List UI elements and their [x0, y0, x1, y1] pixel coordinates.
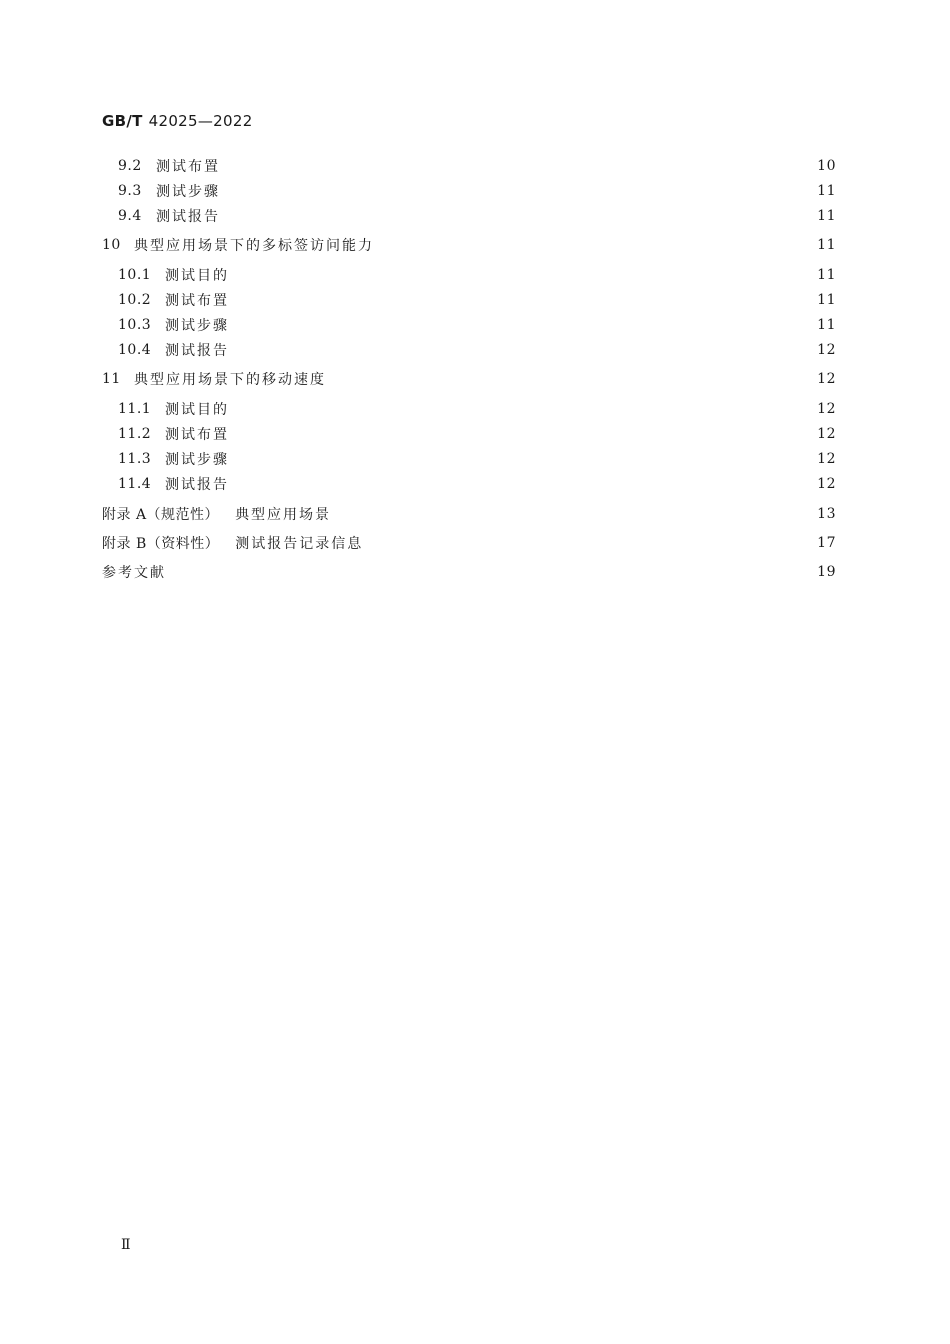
- toc-entry-title: 测试报告: [165, 343, 229, 359]
- toc-leader-dots: [233, 473, 808, 495]
- toc-entry-page: 12: [817, 401, 836, 417]
- toc-leader-dots: [233, 398, 808, 420]
- toc-entry-10-3[interactable]: [0, 314, 950, 336]
- standard-prefix: GB/T: [102, 112, 143, 130]
- toc-entry-title: 测试步骤: [165, 318, 229, 334]
- toc-entry-10-2[interactable]: [0, 289, 950, 311]
- toc-leader-dots: [233, 289, 808, 311]
- toc-entry-number: 附录 B（资料性）: [102, 536, 220, 552]
- toc-entry-number: 9.3: [118, 183, 142, 199]
- toc-entry-number: 10.3: [118, 317, 152, 333]
- toc-leader-dots: [170, 561, 808, 583]
- toc-entry-title: 测试报告记录信息: [235, 536, 364, 552]
- toc-leader-dots: [335, 503, 808, 525]
- toc-entry-references[interactable]: [0, 561, 950, 583]
- toc-entry-page: 11: [817, 267, 836, 283]
- toc-entry-title: 典型应用场景: [235, 507, 332, 523]
- toc-entry-11[interactable]: [0, 368, 950, 390]
- toc-entry-title: 测试报告: [156, 209, 220, 225]
- toc-entry-appendix-a[interactable]: [0, 503, 950, 525]
- toc-entry-title: 测试步骤: [156, 184, 220, 200]
- toc-entry-number: 11.2: [118, 426, 152, 442]
- toc-leader-dots: [233, 448, 808, 470]
- toc-leader-dots: [233, 264, 808, 286]
- toc-entry-11-1[interactable]: [0, 398, 950, 420]
- toc-entry-number: 9.2: [118, 158, 142, 174]
- toc-entry-number: 10.1: [118, 267, 152, 283]
- standard-number: 42025—2022: [148, 112, 253, 130]
- toc-entry-page: 12: [817, 451, 836, 467]
- toc-entry-number: 附录 A（规范性）: [102, 507, 220, 523]
- toc-entry-title: 典型应用场景下的移动速度: [134, 372, 326, 388]
- toc-entry-9-4[interactable]: [0, 205, 950, 227]
- toc-leader-dots: [233, 339, 808, 361]
- toc-leader-dots: [378, 234, 808, 256]
- toc-leader-dots: [233, 314, 808, 336]
- toc-entry-number: 11: [102, 371, 121, 387]
- toc-entry-page: 12: [817, 476, 836, 492]
- toc-entry-page: 19: [817, 564, 836, 580]
- toc-entry-page: 12: [817, 426, 836, 442]
- toc-entry-number: 11.4: [118, 476, 152, 492]
- toc-entry-11-4[interactable]: [0, 473, 950, 495]
- toc-entry-11-3[interactable]: [0, 448, 950, 470]
- toc-entry-title: 测试报告: [165, 477, 229, 493]
- toc-leader-dots: [224, 155, 808, 177]
- toc-leader-dots: [367, 532, 808, 554]
- toc-leader-dots: [224, 180, 808, 202]
- toc-entry-title: 测试目的: [165, 268, 229, 284]
- toc-entry-10-4[interactable]: [0, 339, 950, 361]
- toc-entry-page: 11: [817, 183, 836, 199]
- toc-entry-title: 测试目的: [165, 402, 229, 418]
- toc-entry-9-2[interactable]: [0, 155, 950, 177]
- toc-entry-page: 11: [817, 208, 836, 224]
- toc-entry-9-3[interactable]: [0, 180, 950, 202]
- toc-entry-page: 12: [817, 342, 836, 358]
- toc-entry-page: 11: [817, 317, 836, 333]
- toc-entry-number: 10.2: [118, 292, 152, 308]
- toc-entry-title: 测试布置: [156, 159, 220, 175]
- toc-entry-title: 测试布置: [165, 293, 229, 309]
- toc-entry-appendix-b[interactable]: [0, 532, 950, 554]
- toc-entry-page: 11: [817, 292, 836, 308]
- toc-entry-page: 12: [817, 371, 836, 387]
- page-number: Ⅱ: [121, 1237, 131, 1253]
- toc-entry-title: 参考文献: [102, 565, 166, 581]
- toc-entry-11-2[interactable]: [0, 423, 950, 445]
- toc-entry-title: 测试步骤: [165, 452, 229, 468]
- toc-entry-page: 10: [817, 158, 836, 174]
- document-header: [102, 112, 253, 130]
- toc-entry-number: 11.1: [118, 401, 152, 417]
- toc-entry-number: 9.4: [118, 208, 142, 224]
- toc-entry-page: 11: [817, 237, 836, 253]
- toc-entry-10[interactable]: [0, 234, 950, 256]
- toc-entry-number: 10.4: [118, 342, 152, 358]
- toc-leader-dots: [233, 423, 808, 445]
- toc-entry-number: 10: [102, 237, 121, 253]
- toc-leader-dots: [330, 368, 808, 390]
- toc-entry-number: 11.3: [118, 451, 152, 467]
- toc-entry-page: 17: [817, 535, 836, 551]
- toc-leader-dots: [224, 205, 808, 227]
- toc-entry-title: 测试布置: [165, 427, 229, 443]
- toc-entry-title: 典型应用场景下的多标签访问能力: [134, 238, 374, 254]
- toc-entry-page: 13: [817, 506, 836, 522]
- toc-entry-10-1[interactable]: [0, 264, 950, 286]
